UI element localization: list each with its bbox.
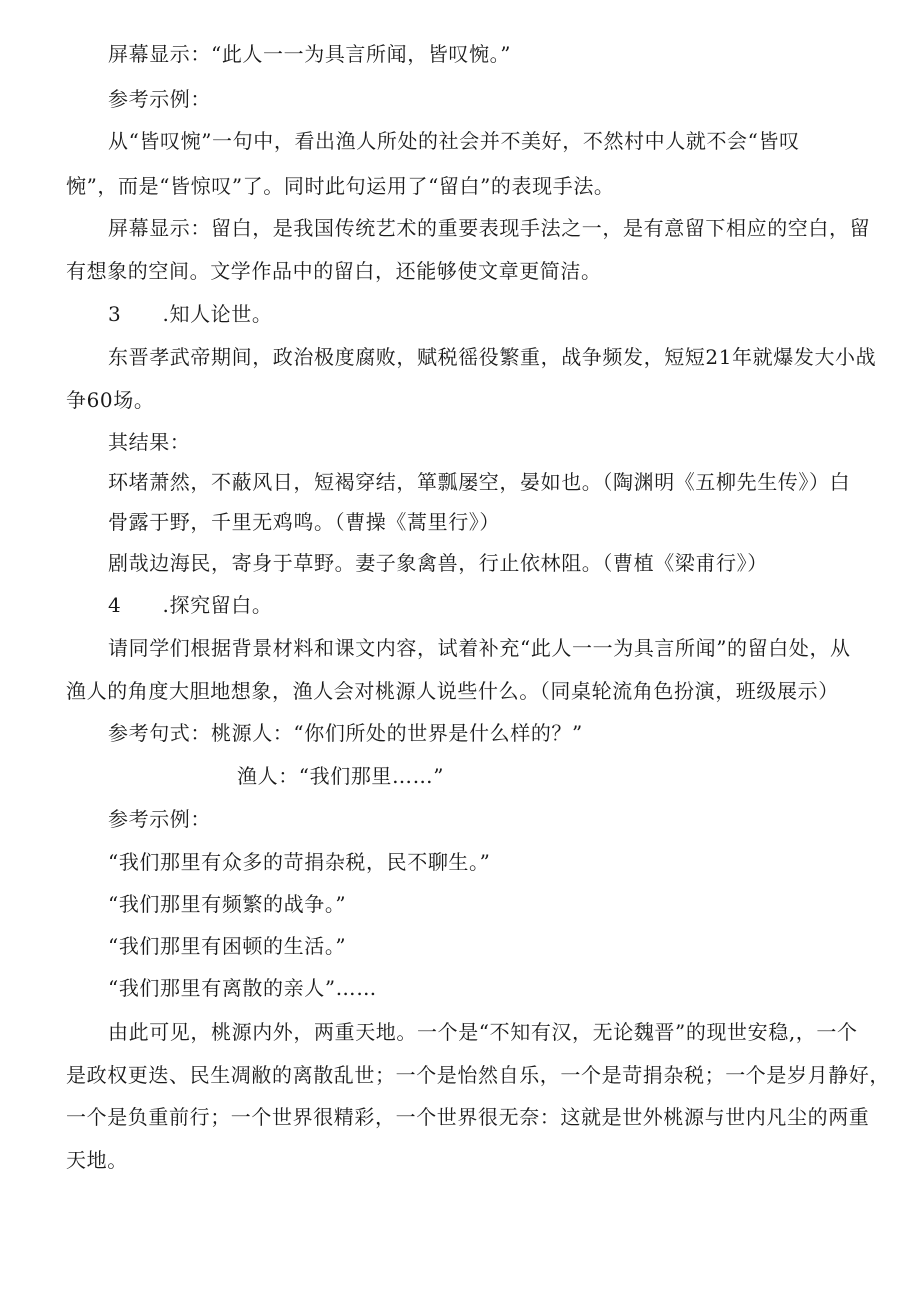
text-line-17: 参考句式：桃源人：“你们所处的世界是什么样的？” [108,721,583,745]
text-line-21: “我们那里有频繁的战争。” [108,892,347,916]
text-line-27: 天地。 [66,1148,128,1172]
text-line-13: 剧哉边海民，寄身于草野。妻子象禽兽，行止依林阻。（曹植《梁甫行》） [108,551,768,575]
text-line-24: 由此可见，桃源内外，两重天地。一个是“不知有汉，无论魏晋”的现世安稳,，一个 [108,1020,858,1044]
text-line-8: 东晋孝武帝期间，政治极度腐败，赋税徭役繁重，战争频发，短短21年就爆发大小战 [108,345,877,369]
text-line-5: 屏幕显示：留白，是我国传统艺术的重要表现手法之一，是有意留下相应的空白，留 [108,216,871,240]
text-line-10: 其结果： [108,430,191,454]
text-line-15: 请同学们根据背景材料和课文内容，试着补充“此人一一为具言所闻”的留白处，从 [108,636,851,660]
text-line-26: 一个是负重前行；一个世界很精彩，一个世界很无奈：这就是世外桃源与世内凡尘的两重 [66,1105,870,1129]
text-line-11: 环堵萧然，不蔽风日，短褐穿结，箪瓢屡空，晏如也。（陶渊明《五柳先生传》）白 [108,470,851,494]
text-line-25: 是政权更迭、民生凋敝的离散乱世；一个是怡然自乐，一个是苛捐杂税；一个是岁月静好， [66,1063,890,1087]
text-line-6: 有想象的空间。文学作品中的留白，还能够使文章更简洁。 [66,259,602,283]
text-line-2: 参考示例： [108,87,211,111]
text-line-1: 屏幕显示：“此人一一为具言所闻，皆叹惋。” [108,42,512,66]
text-line-4: 惋”，而是“皆惊叹”了。同时此句运用了“留白”的表现手法。 [66,174,615,198]
text-line-20: “我们那里有众多的苛捐杂税，民不聊生。” [108,850,491,874]
text-line-7: 3 .知人论世。 [108,302,273,326]
text-line-22: “我们那里有困顿的生活。” [108,934,347,958]
text-line-14: 4 .探究留白。 [108,593,273,617]
text-line-23: “我们那里有离散的亲人”…… [108,976,377,1000]
text-line-3: 从“皆叹惋”一句中，看出渔人所处的社会并不美好，不然村中人就不会“皆叹 [108,129,800,153]
text-line-16: 渔人的角度大胆地想象，渔人会对桃源人说些什么。（同桌轮流角色扮演，班级展示） [66,679,839,703]
text-line-19: 参考示例： [108,807,211,831]
text-line-12: 骨露于野，千里无鸡鸣。（曹操《蒿里行》） [108,510,500,534]
text-line-9: 争60场。 [66,388,155,412]
text-line-18: 渔人：“我们那里……” [237,764,445,788]
